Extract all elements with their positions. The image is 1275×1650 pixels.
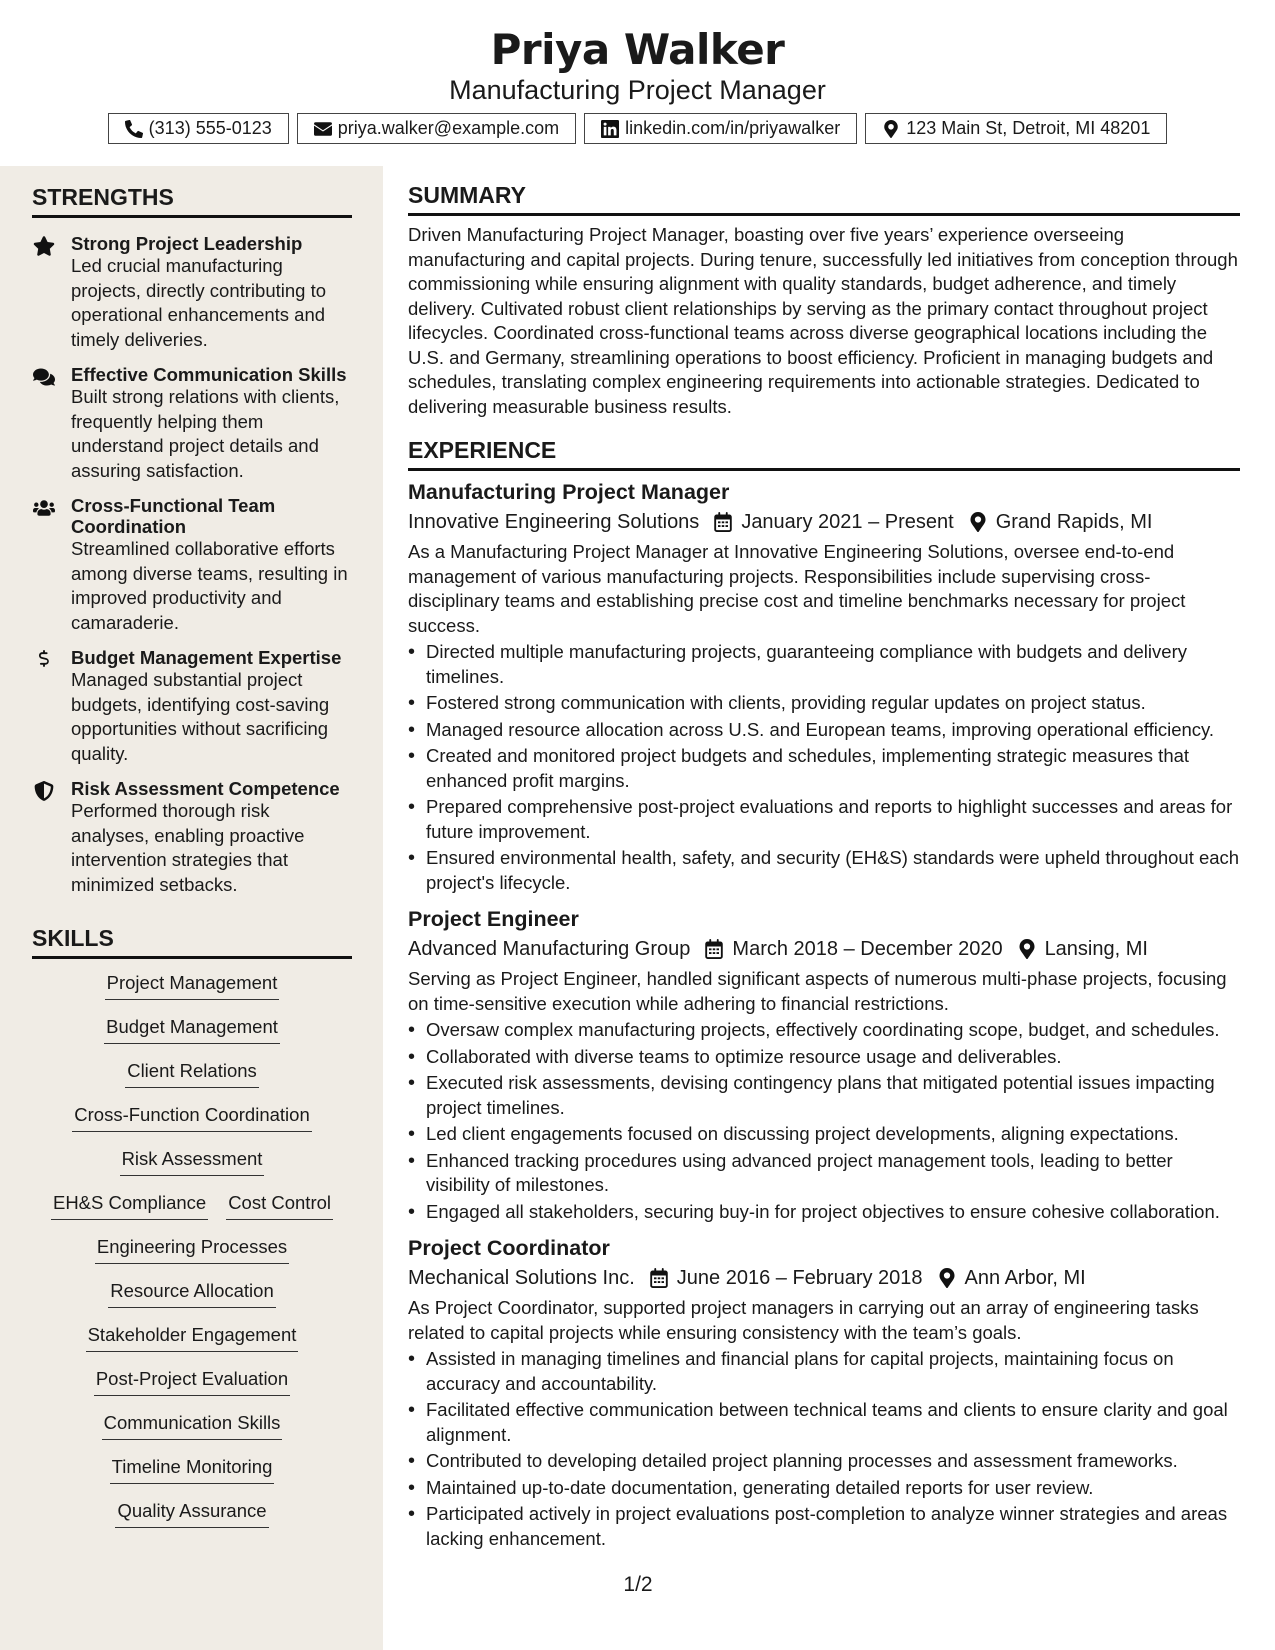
skill-tag: Quality Assurance [115,1499,268,1528]
strength-item [32,364,352,483]
job-bullet: • Engaged all stakeholders, securing buy-in for project objectives to ensure cohesive collaboration. [408,1200,1240,1225]
comments-icon [33,367,55,387]
dollar-icon [33,650,55,670]
calendar-icon [649,1268,669,1288]
job-location: Lansing, MI [1044,938,1148,960]
skill-tag: Cost Control [226,1191,333,1220]
job-bullet: • Collaborated with diverse teams to optimize resource usage and deliverables. [408,1045,1240,1070]
strength-desc: Led crucial manufacturing projects, directly contributing to operational enhancements and timely deliveries. [71,255,327,350]
job-bullet: • Directed multiple manufacturing projects, guaranteeing compliance with budgets and delivery timelines. [408,640,1240,689]
job-entry [408,478,1240,895]
job-company: Advanced Manufacturing Group [408,938,691,960]
job-bullet: • Facilitated effective communication between technical teams and clients to ensure clarity and goal alignment. [408,1398,1240,1447]
candidate-title: Manufacturing Project Manager [449,75,826,105]
map-pin-icon [937,1268,957,1288]
skill-tag: Project Management [105,971,280,1000]
strength-title: Effective Communication Skills [71,364,347,385]
job-role: Manufacturing Project Manager [408,480,730,504]
strength-item [32,647,352,766]
skill-tag: EH&S Compliance [51,1191,208,1220]
experience-heading: EXPERIENCE [408,435,1240,471]
envelope-icon [314,120,332,138]
job-meta [408,1262,1240,1294]
calendar-icon [713,512,733,532]
strength-title: Strong Project Leadership [71,233,303,254]
contact-email-text: priya.walker@example.com [337,118,560,138]
strength-desc: Built strong relations with clients, frequently helping them understand project details and assuring satisfaction. [71,386,340,481]
job-bullet: • Contributed to developing detailed project planning processes and assessment frameworks. [408,1449,1240,1474]
job-entry [408,905,1240,1224]
strength-item [32,233,352,352]
job-bullet: • Maintained up-to-date documentation, generating detailed reports for user review. [408,1476,1240,1501]
job-dates: March 2018 – December 2020 [732,938,1003,960]
page-number: 1/2 [623,1573,653,1596]
job-bullet: • Ensured environmental health, safety, and security (EH&S) standards were upheld throughout each project's lifecycle. [408,846,1240,895]
strength-title: Cross-Functional Team Coordination [71,495,276,537]
skill-tag: Engineering Processes [95,1235,289,1264]
strength-title: Risk Assessment Competence [71,778,340,799]
star-icon [33,236,55,256]
skill-tag: Resource Allocation [108,1279,276,1308]
job-entry [408,1234,1240,1551]
main-column [408,180,1240,1561]
map-pin-icon [968,512,988,532]
job-description: Serving as Project Engineer, handled significant aspects of numerous multi-phase projects, focusing on time-sensitive execution while adhering to financial restrictions. [408,968,1227,1014]
job-dates: January 2021 – Present [741,511,954,533]
contact-linkedin[interactable] [584,113,857,144]
job-bullet: • Fostered strong communication with clients, providing regular updates on project status. [408,691,1240,716]
candidate-name: Priya Walker [490,25,785,74]
skill-tag: Post-Project Evaluation [94,1367,290,1396]
strength-desc: Performed thorough risk analyses, enabling proactive intervention strategies that minimized setbacks. [71,800,305,895]
map-pin-icon [1017,939,1037,959]
job-bullet: • Led client engagements focused on discussing project developments, aligning expectations. [408,1122,1240,1147]
contact-phone-text: (313) 555-0123 [148,118,272,138]
job-bullet: • Executed risk assessments, devising contingency plans that mitigated potential issues impacting project timelines. [408,1071,1240,1120]
strength-item [32,495,352,635]
job-bullet: • Oversaw complex manufacturing projects, effectively coordinating scope, budget, and schedules. [408,1018,1240,1043]
job-bullet: • Created and monitored project budgets and schedules, implementing strategic measures that enhanced profit margins. [408,744,1240,793]
job-description: As a Manufacturing Project Manager at Innovative Engineering Solutions, oversee end-to-end management of various manufacturing projects. Responsibilities include supervising cross-disciplinary teams and establishing precise cost and timeline benchmarks necessary for project success. [408,541,1186,636]
job-bullets [408,640,1240,895]
skill-tag: Budget Management [104,1015,280,1044]
job-company: Mechanical Solutions Inc. [408,1267,635,1289]
job-description: As Project Coordinator, supported project managers in carrying out an array of engineering tasks related to capital projects while ensuring consistency with the team’s goals. [408,1297,1199,1343]
strengths-heading: STRENGTHS [32,182,352,218]
job-bullet: • Prepared comprehensive post-project evaluations and reports to highlight successes and areas for future improvement. [408,795,1240,844]
strength-desc: Managed substantial project budgets, identifying cost-saving opportunities without sacrificing quality. [71,669,330,764]
calendar-icon [704,939,724,959]
strength-title: Budget Management Expertise [71,647,342,668]
job-bullet: • Managed resource allocation across U.S. and European teams, improving operational efficiency. [408,718,1240,743]
sidebar [0,166,383,1650]
phone-icon [125,120,143,138]
contact-email[interactable] [297,113,576,144]
contact-bar [0,113,1275,144]
job-bullet: • Assisted in managing timelines and financial plans for capital projects, maintaining focus on accuracy and accountability. [408,1347,1240,1396]
job-company: Innovative Engineering Solutions [408,511,700,533]
job-location: Ann Arbor, MI [964,1267,1086,1289]
contact-phone[interactable] [108,113,289,144]
skills-heading: SKILLS [32,923,352,959]
map-pin-icon [882,120,900,138]
job-meta [408,933,1240,965]
job-bullet: • Enhanced tracking procedures using advanced project management tools, leading to better visibility of milestones. [408,1149,1240,1198]
strengths-list [32,233,352,897]
skill-tag: Communication Skills [102,1411,283,1440]
job-role: Project Engineer [408,907,579,931]
skill-tag: Cross-Function Coordination [72,1103,311,1132]
job-bullets [408,1018,1240,1224]
skills-list [32,971,352,1543]
skill-tag: Client Relations [125,1059,259,1088]
skill-tag: Risk Assessment [120,1147,265,1176]
resume-header [0,0,1275,166]
strength-desc: Streamlined collaborative efforts among diverse teams, resulting in improved productivity and camaraderie. [71,538,348,633]
strength-item [32,778,352,897]
job-bullets [408,1347,1240,1551]
linkedin-icon [601,120,619,138]
skill-tag: Timeline Monitoring [110,1455,275,1484]
shield-icon [33,781,55,801]
job-meta [408,506,1240,538]
summary-text: Driven Manufacturing Project Manager, boasting over five years’ experience overseeing manufacturing and capital projects. During tenure, successfully led initiatives from conception through commissioning while ensuring alignment with quality standards, budget adherence, and timely delivery. Cultivated robust client relationships by serving as the primary contact throughout project lifecycles. Coordinated cross-functional teams across diverse geographical locations including the U.S. and Germany, streamlining operations to boost efficiency. Proficient in managing budgets and schedules, translating complex engineering requirements into actionable strategies. Dedicated to delivering measurable business results. [408,224,1238,417]
job-dates: June 2016 – February 2018 [676,1267,923,1289]
contact-linkedin-text: linkedin.com/in/priyawalker [625,118,841,138]
job-role: Project Coordinator [408,1236,610,1260]
contact-address[interactable] [865,113,1167,144]
users-icon [33,498,55,518]
summary-heading: SUMMARY [408,180,1240,216]
contact-address-text: 123 Main St, Detroit, MI 48201 [906,118,1151,138]
job-bullet: • Participated actively in project evaluations post-completion to analyze winner strategies and areas lacking enhancement. [408,1502,1240,1551]
job-location: Grand Rapids, MI [995,511,1153,533]
skill-tag: Stakeholder Engagement [86,1323,299,1352]
